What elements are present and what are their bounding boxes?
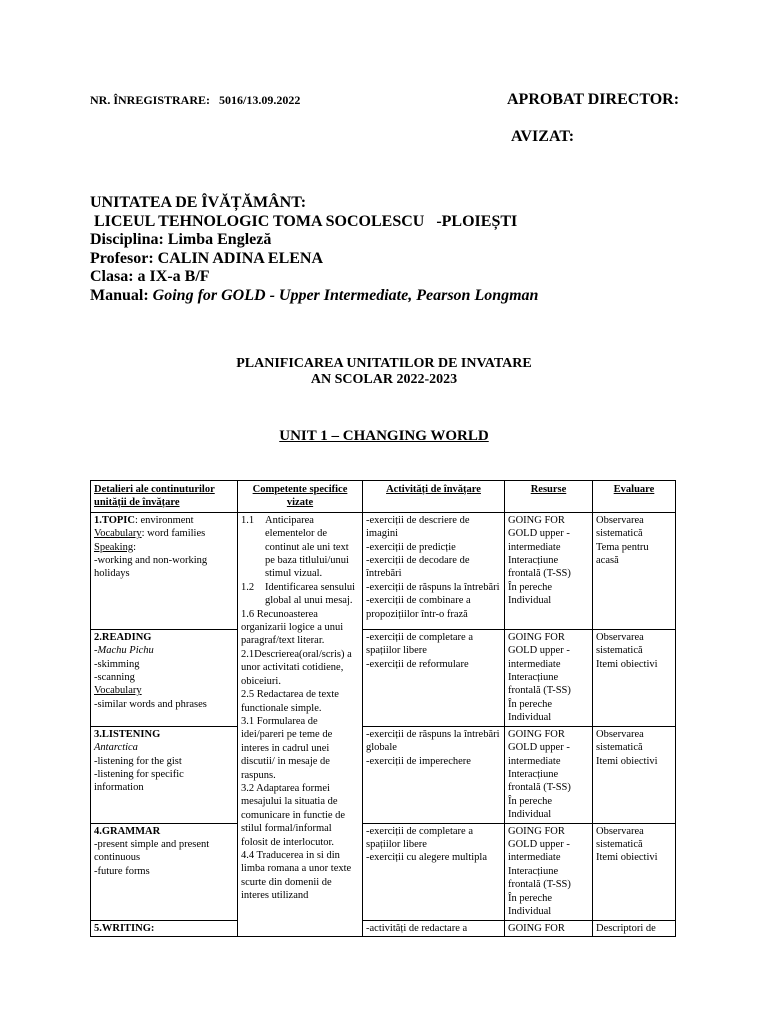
details-cell xyxy=(91,823,238,920)
resource-line: În pereche xyxy=(508,795,553,807)
activities-cell xyxy=(363,629,505,726)
detail-line xyxy=(94,838,234,865)
evaluation-line: Observarea sistematică xyxy=(596,631,644,657)
topic-line xyxy=(94,922,234,935)
competence-paragraph: 3.1 Formularea de idei/pareri pe teme de interes in cadrul unei discutii/ in mesaje de raspuns. xyxy=(241,715,333,781)
table-row xyxy=(91,920,676,936)
manual-label: Manual: xyxy=(90,286,153,304)
detail-line xyxy=(94,541,234,554)
activity-line: -exerciții de predicție xyxy=(366,541,456,553)
competence-text: Anticiparea elementelor de continut ale uni text pe baza titlului/unui stimul vizual. xyxy=(265,514,349,580)
resource-line: În pereche xyxy=(508,581,553,593)
resource-line: GOING FOR GOLD upper -intermediate xyxy=(508,728,570,767)
resource-line: GOING FOR xyxy=(508,922,565,934)
activities-cell xyxy=(363,823,505,920)
competence-paragraph: 2.5 Redactarea de texte functionale simple. xyxy=(241,689,339,714)
detail-text: -skimming xyxy=(94,658,140,670)
competence-item xyxy=(241,581,359,608)
detail-text: -future forms xyxy=(94,865,150,877)
header-resources: Resurse xyxy=(505,481,593,513)
evaluation-line: Itemi obiectivi xyxy=(596,852,658,864)
resources-cell xyxy=(505,726,593,823)
resources-cell xyxy=(505,920,593,936)
table-header-row xyxy=(91,481,676,513)
detail-underlined: Vocabulary xyxy=(94,685,142,697)
competence-text: Identificarea sensului global al unui mesaj. xyxy=(265,581,356,607)
plan-title-line2: AN SCOLAR 2022-2023 xyxy=(310,372,458,387)
activity-line: -exerciții de descriere de imagini xyxy=(366,514,470,540)
resource-line: Individual xyxy=(508,809,552,821)
details-cell xyxy=(91,726,238,823)
detail-text: : xyxy=(133,541,136,553)
topic-line xyxy=(94,514,234,527)
topic-title: 2.READING xyxy=(94,631,152,643)
activity-line: -exerciții de decodare de întrebări xyxy=(366,555,470,580)
detail-italic: -Machu Pichu xyxy=(94,645,154,657)
activity-line: -exerciții de răspuns la întrebări globale xyxy=(366,728,500,754)
evaluation-line: Observarea sistematică xyxy=(596,728,644,754)
activity-line: -exerciții de completare a spațiilor libere xyxy=(366,825,473,851)
activities-cell xyxy=(363,512,505,629)
evaluation-line: Tema pentru acasă xyxy=(596,541,649,567)
detail-line xyxy=(94,741,234,754)
competence-paragraph: 2.1Descrierea(oral/scris) a unor activitati cotidiene, obiceiuri. xyxy=(241,648,352,687)
detail-line xyxy=(94,644,234,657)
detail-text: -scanning xyxy=(94,672,135,684)
details-cell xyxy=(91,920,238,936)
detail-text: -similar words and phrases xyxy=(94,698,207,710)
competence-paragraph: 3.2 Adaptarea formei mesajului la situatia de comunicare in functie de stilul formal/informal folosit de interlocutor. xyxy=(241,782,346,848)
activity-line: -exerciții de reformulare xyxy=(366,658,469,670)
class: Clasa: a IX-a B/F xyxy=(90,268,210,285)
topic-title: 4.GRAMMAR xyxy=(94,825,161,837)
header-competences: Competente specifice vizate xyxy=(238,481,363,513)
detail-line xyxy=(94,658,234,671)
detail-line xyxy=(94,671,234,684)
evaluation-cell xyxy=(593,512,676,629)
resource-line: Individual xyxy=(508,906,552,918)
evaluation-cell xyxy=(593,726,676,823)
details-cell xyxy=(91,629,238,726)
activity-line: -exerciții de imperechere xyxy=(366,755,471,767)
plan-title-line1: PLANIFICAREA UNITATILOR DE INVATARE xyxy=(236,356,532,371)
resource-line: Interacțiune frontală (T-SS) xyxy=(508,769,571,794)
resource-line: Interacțiune frontală (T-SS) xyxy=(508,555,571,580)
detail-underlined: Vocabulary xyxy=(94,528,142,540)
evaluation-line: Itemi obiectivi xyxy=(596,658,658,670)
unit-label: UNITATEA DE ÎVĂȚĂMÂNT: xyxy=(90,194,307,211)
competence-number: 1.1 xyxy=(241,514,255,526)
detail-line xyxy=(94,865,234,878)
resource-line: Individual xyxy=(508,712,552,724)
resource-line: GOING FOR GOLD upper -intermediate xyxy=(508,825,570,864)
evaluation-line: Itemi obiectivi xyxy=(596,755,658,767)
details-cell xyxy=(91,512,238,629)
topic-line xyxy=(94,825,234,838)
resources-cell xyxy=(505,823,593,920)
competence-paragraph: 4.4 Traducerea in si din limba romana a unor texte scurte din domenii de interes utilizand xyxy=(241,849,352,902)
header-activities: Activități de învățare xyxy=(363,481,505,513)
header-details: Detalieri ale continuturilor unității de învățare xyxy=(91,481,238,513)
detail-line xyxy=(94,527,234,540)
table-row xyxy=(91,629,676,726)
detail-text: -present simple and present continuous xyxy=(94,839,210,864)
resource-line: Interacțiune frontală (T-SS) xyxy=(508,672,571,697)
topic-line xyxy=(94,631,234,644)
teacher: Profesor: CALIN ADINA ELENA xyxy=(90,249,324,267)
resource-line: În pereche xyxy=(508,698,553,710)
evaluation-cell xyxy=(593,629,676,726)
approved-director-label: APROBAT DIRECTOR: xyxy=(507,91,680,108)
detail-italic: Antarctica xyxy=(94,742,138,754)
detail-text: : word families xyxy=(141,528,206,540)
topic-title: 5.WRITING: xyxy=(94,922,155,934)
competences-cell xyxy=(238,512,363,936)
endorsed-label: AVIZAT: xyxy=(511,128,575,145)
detail-text: -listening for specific information xyxy=(94,769,184,794)
competence-number: 1.2 xyxy=(241,581,255,593)
evaluation-line: Observarea sistematică xyxy=(596,825,644,851)
activity-line: -exerciții de combinare a propozițiilor într-o frază xyxy=(366,595,471,620)
detail-text: -listening for the gist xyxy=(94,755,182,767)
competence-paragraph: 1.6 Recunoasterea organizarii logice a unui paragraf/text literar. xyxy=(241,608,344,647)
detail-line xyxy=(94,768,234,795)
topic-title: 3.LISTENING xyxy=(94,728,161,740)
detail-line xyxy=(94,698,234,711)
resource-line: GOING FOR GOLD upper -intermediate xyxy=(508,514,570,553)
table-row xyxy=(91,512,676,629)
detail-line xyxy=(94,755,234,768)
unit-title: UNIT 1 – CHANGING WORLD xyxy=(279,428,489,444)
evaluation-line: Descriptori de xyxy=(596,922,656,934)
plan-title xyxy=(0,356,768,388)
registration-number: NR. ÎNREGISTRARE: 5016/13.09.2022 xyxy=(90,93,301,107)
activities-cell xyxy=(363,726,505,823)
manual-title: Going for GOLD - Upper Intermediate, Pearson Longman xyxy=(152,286,539,304)
header-evaluation: Evaluare xyxy=(593,481,676,513)
resources-cell xyxy=(505,629,593,726)
table-row xyxy=(91,726,676,823)
manual xyxy=(90,287,538,306)
activity-line: -exerciții de răspuns la întrebări xyxy=(366,581,500,593)
detail-underlined: Speaking xyxy=(94,541,134,553)
detail-line xyxy=(94,554,234,581)
topic-title: 1.TOPIC xyxy=(94,514,135,526)
discipline: Disciplina: Limba Engleză xyxy=(90,231,272,248)
resource-line: GOING FOR GOLD upper -intermediate xyxy=(508,631,570,670)
unit-name: LICEUL TEHNOLOGIC TOMA SOCOLESCU -PLOIEȘTI xyxy=(90,212,518,230)
evaluation-line: Observarea sistematică xyxy=(596,514,644,540)
activity-line: -exerciții de completare a spațiilor libere xyxy=(366,631,473,657)
resource-line: Individual xyxy=(508,595,552,607)
activity-line: -exerciții cu alegere multipla xyxy=(366,852,487,864)
competence-item xyxy=(241,514,359,581)
evaluation-cell xyxy=(593,823,676,920)
topic-line xyxy=(94,728,234,741)
school-info xyxy=(90,194,538,305)
evaluation-cell xyxy=(593,920,676,936)
planning-table xyxy=(90,480,676,937)
detail-line xyxy=(94,684,234,697)
detail-text: -working and non-working holidays xyxy=(94,555,208,580)
topic-rest: : environment xyxy=(134,514,194,526)
resource-line: În pereche xyxy=(508,892,553,904)
table-row xyxy=(91,823,676,920)
activities-cell xyxy=(363,920,505,936)
resource-line: Interacțiune frontală (T-SS) xyxy=(508,865,571,891)
resources-cell xyxy=(505,512,593,629)
activity-line: -activități de redactare a xyxy=(366,922,468,934)
